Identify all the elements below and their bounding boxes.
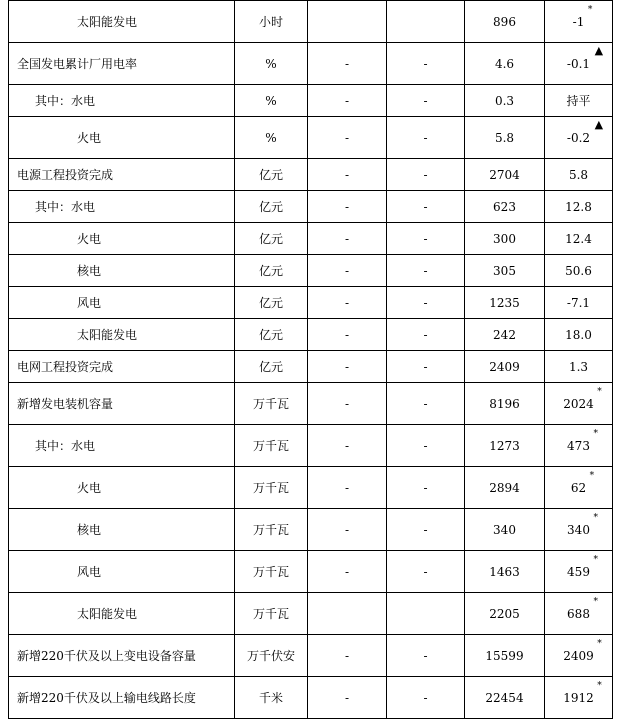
row-col2: - <box>308 635 387 677</box>
row-col3: - <box>387 677 465 719</box>
change-value: 持平 <box>566 94 591 108</box>
row-change <box>545 85 613 117</box>
row-col3: - <box>387 223 465 255</box>
row-change <box>545 593 613 635</box>
row-unit: 千米 <box>235 677 308 719</box>
row-value: 5.8 <box>465 117 545 159</box>
row-name: 其中：水电 <box>9 85 235 117</box>
statistics-table <box>8 0 613 719</box>
row-name: 电网工程投资完成 <box>9 351 235 383</box>
row-value: 1235 <box>465 287 545 319</box>
row-col3: - <box>387 635 465 677</box>
row-unit: 亿元 <box>235 191 308 223</box>
row-name: 太阳能发电 <box>9 593 235 635</box>
row-unit: 亿元 <box>235 159 308 191</box>
row-change <box>545 383 613 425</box>
row-col3: - <box>387 551 465 593</box>
change-value: 5.8 <box>568 167 589 182</box>
row-col3: - <box>387 43 465 85</box>
row-col3: - <box>387 255 465 287</box>
row-change <box>545 319 613 351</box>
row-col2 <box>308 593 387 635</box>
row-change <box>545 223 613 255</box>
asterisk-mark: * <box>593 596 598 607</box>
row-col2: - <box>308 319 387 351</box>
change-value: 12.8 <box>565 199 592 214</box>
row-name: 太阳能发电 <box>9 319 235 351</box>
asterisk-mark: * <box>597 680 602 691</box>
row-change <box>545 551 613 593</box>
row-change <box>545 117 613 159</box>
row-col3: - <box>387 85 465 117</box>
row-name: 火电 <box>9 467 235 509</box>
row-col3: - <box>387 383 465 425</box>
row-name: 电源工程投资完成 <box>9 159 235 191</box>
table-row <box>9 85 613 117</box>
row-col2: - <box>308 191 387 223</box>
change-value: 1.3 <box>568 359 589 374</box>
row-col2: - <box>308 255 387 287</box>
statistics-table-body <box>9 1 613 719</box>
asterisk-mark: * <box>593 512 598 523</box>
row-change <box>545 43 613 85</box>
row-name: 风电 <box>9 551 235 593</box>
table-row <box>9 43 613 85</box>
row-col2: - <box>308 551 387 593</box>
row-unit: 万千瓦 <box>235 551 308 593</box>
row-value: 1463 <box>465 551 545 593</box>
row-unit: 万千伏安 <box>235 635 308 677</box>
row-col2: - <box>308 43 387 85</box>
row-unit: 亿元 <box>235 255 308 287</box>
change-value: 473 <box>567 438 590 453</box>
row-name: 新增220千伏及以上变电设备容量 <box>9 635 235 677</box>
row-unit: 小时 <box>235 1 308 43</box>
change-value: 688 <box>567 606 590 621</box>
table-row <box>9 383 613 425</box>
table-row <box>9 287 613 319</box>
row-change <box>545 1 613 43</box>
change-value: -0.2 <box>566 130 591 145</box>
triangle-mark-icon: ▲ <box>594 117 604 131</box>
row-unit: % <box>235 43 308 85</box>
change-value: -1 <box>572 14 585 29</box>
row-value: 4.6 <box>465 43 545 85</box>
table-row <box>9 593 613 635</box>
table-row <box>9 635 613 677</box>
change-value: 2024 <box>563 396 594 411</box>
table-row <box>9 425 613 467</box>
row-value: 2894 <box>465 467 545 509</box>
row-name: 全国发电累计厂用电率 <box>9 43 235 85</box>
table-row <box>9 319 613 351</box>
triangle-mark-icon: ▲ <box>594 43 604 57</box>
row-change <box>545 351 613 383</box>
row-col2: - <box>308 159 387 191</box>
table-row <box>9 255 613 287</box>
row-name: 其中：水电 <box>9 425 235 467</box>
row-unit: 万千瓦 <box>235 467 308 509</box>
asterisk-mark: * <box>593 428 598 439</box>
table-row <box>9 191 613 223</box>
change-value: 1912 <box>563 690 594 705</box>
row-col2: - <box>308 383 387 425</box>
row-col3 <box>387 593 465 635</box>
row-change <box>545 159 613 191</box>
row-unit: % <box>235 85 308 117</box>
row-value: 623 <box>465 191 545 223</box>
row-col2: - <box>308 117 387 159</box>
row-col2 <box>308 1 387 43</box>
row-unit: 万千瓦 <box>235 593 308 635</box>
change-value: 18.0 <box>565 327 592 342</box>
row-change <box>545 425 613 467</box>
row-unit: 亿元 <box>235 319 308 351</box>
row-col2: - <box>308 509 387 551</box>
change-value: -0.1 <box>566 56 591 71</box>
asterisk-mark: * <box>597 386 602 397</box>
row-name: 新增220千伏及以上输电线路长度 <box>9 677 235 719</box>
row-value: 15599 <box>465 635 545 677</box>
row-col3: - <box>387 509 465 551</box>
row-col2: - <box>308 223 387 255</box>
row-change <box>545 467 613 509</box>
row-col3: - <box>387 351 465 383</box>
change-value: 12.4 <box>565 231 592 246</box>
change-value: 340 <box>567 522 590 537</box>
table-row <box>9 467 613 509</box>
row-name: 火电 <box>9 223 235 255</box>
change-value: 50.6 <box>565 263 592 278</box>
row-name: 其中：水电 <box>9 191 235 223</box>
row-value: 242 <box>465 319 545 351</box>
table-row <box>9 1 613 43</box>
asterisk-mark: * <box>597 638 602 649</box>
table-row <box>9 223 613 255</box>
row-col2: - <box>308 287 387 319</box>
row-unit: 万千瓦 <box>235 383 308 425</box>
row-value: 896 <box>465 1 545 43</box>
asterisk-mark: * <box>593 554 598 565</box>
row-value: 8196 <box>465 383 545 425</box>
row-change <box>545 635 613 677</box>
row-value: 22454 <box>465 677 545 719</box>
row-change <box>545 255 613 287</box>
row-unit: 亿元 <box>235 223 308 255</box>
row-col3: - <box>387 467 465 509</box>
row-value: 2205 <box>465 593 545 635</box>
row-name: 核电 <box>9 255 235 287</box>
table-row <box>9 351 613 383</box>
change-value: 62 <box>570 480 587 495</box>
table-row <box>9 159 613 191</box>
row-col2: - <box>308 425 387 467</box>
row-value: 2409 <box>465 351 545 383</box>
row-name: 太阳能发电 <box>9 1 235 43</box>
row-value: 300 <box>465 223 545 255</box>
row-col3: - <box>387 117 465 159</box>
change-value: 2409 <box>563 648 594 663</box>
row-col2: - <box>308 85 387 117</box>
row-value: 0.3 <box>465 85 545 117</box>
row-col3 <box>387 1 465 43</box>
row-change <box>545 677 613 719</box>
row-name: 新增发电装机容量 <box>9 383 235 425</box>
asterisk-mark: * <box>587 4 593 15</box>
table-row <box>9 117 613 159</box>
change-value: -7.1 <box>566 295 591 310</box>
row-col2: - <box>308 467 387 509</box>
row-unit: % <box>235 117 308 159</box>
row-name: 核电 <box>9 509 235 551</box>
row-change <box>545 287 613 319</box>
table-row <box>9 509 613 551</box>
change-value: 459 <box>567 564 590 579</box>
row-change <box>545 509 613 551</box>
row-name: 风电 <box>9 287 235 319</box>
row-col3: - <box>387 287 465 319</box>
row-col3: - <box>387 159 465 191</box>
row-unit: 亿元 <box>235 287 308 319</box>
row-value: 2704 <box>465 159 545 191</box>
row-unit: 万千瓦 <box>235 425 308 467</box>
row-name: 火电 <box>9 117 235 159</box>
row-change <box>545 191 613 223</box>
row-value: 1273 <box>465 425 545 467</box>
row-col2: - <box>308 351 387 383</box>
row-col2: - <box>308 677 387 719</box>
row-col3: - <box>387 319 465 351</box>
row-value: 340 <box>465 509 545 551</box>
table-row <box>9 551 613 593</box>
table-row <box>9 677 613 719</box>
row-unit: 万千瓦 <box>235 509 308 551</box>
asterisk-mark: * <box>589 470 595 481</box>
row-col3: - <box>387 191 465 223</box>
row-col3: - <box>387 425 465 467</box>
row-unit: 亿元 <box>235 351 308 383</box>
row-value: 305 <box>465 255 545 287</box>
